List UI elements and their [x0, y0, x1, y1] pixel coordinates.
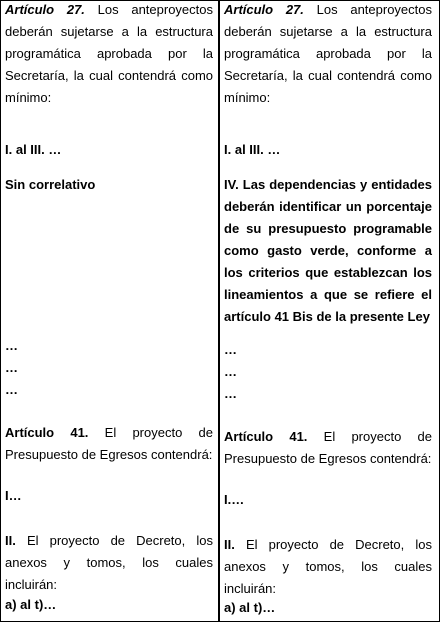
ellipsis-line: …: [224, 364, 237, 379]
fraction-ii-paragraph: [224, 534, 432, 600]
article-27-paragraph: [5, 0, 213, 109]
ellipsis-line: …: [5, 338, 18, 353]
ellipsis-line: …: [224, 386, 237, 401]
article-41-heading: Artículo 41.: [5, 425, 89, 440]
article-27-paragraph: [224, 0, 432, 109]
article-27-heading: Artículo 27.: [224, 2, 304, 17]
article-41-paragraph: [5, 422, 213, 466]
ellipsis-line: …: [224, 342, 237, 357]
fraction-i: I.…: [224, 492, 245, 507]
current-text-column: [1, 1, 220, 621]
article-41-body: El proyecto de Presupuesto de Egresos contendrá:: [5, 425, 214, 462]
subsections-a-t: a) al t)…: [224, 600, 276, 615]
article-27-body: Los anteproyectos deberán sujetarse a la estructura programática aprobada por la Secretaría, la cual contendrá como mínimo:: [224, 2, 432, 105]
article-41-heading: Artículo 41.: [224, 429, 308, 444]
fraction-ii-number: II.: [224, 537, 235, 552]
fraction-ii-number: II.: [5, 533, 16, 548]
subsections-a-t: a) al t)…: [5, 597, 57, 612]
fraction-ii-body: El proyecto de Decreto, los anexos y tomos, los cuales incluirán:: [5, 533, 213, 592]
fractions-i-iii: I. al III. …: [5, 142, 62, 157]
fractions-i-iii: I. al III. …: [224, 142, 281, 157]
proposed-text-column: [220, 1, 437, 621]
fraction-iv-new-text: IV. Las dependencias y entidades deberán identificar un porcentaje de su presupuesto programable como gasto verde, conforme a los criterios que establezcan los lineamientos a que se refiere el artículo 41 Bis de la presente Ley: [224, 177, 432, 324]
article-41-paragraph: [224, 426, 432, 470]
article-27-body: Los anteproyectos deberán sujetarse a la estructura programática aprobada por la Secretaría, la cual contendrá como mínimo:: [5, 2, 213, 105]
ellipsis-line: …: [5, 382, 18, 397]
fraction-ii-body: El proyecto de Decreto, los anexos y tomos, los cuales incluirán:: [224, 537, 432, 596]
fraction-ii-paragraph: [5, 530, 213, 596]
no-correlative-label: Sin correlativo: [5, 177, 96, 192]
ellipsis-line: …: [5, 360, 18, 375]
fraction-i: I…: [5, 488, 22, 503]
article-27-heading: Artículo 27.: [5, 2, 85, 17]
article-41-body: El proyecto de Presupuesto de Egresos contendrá:: [224, 429, 433, 466]
